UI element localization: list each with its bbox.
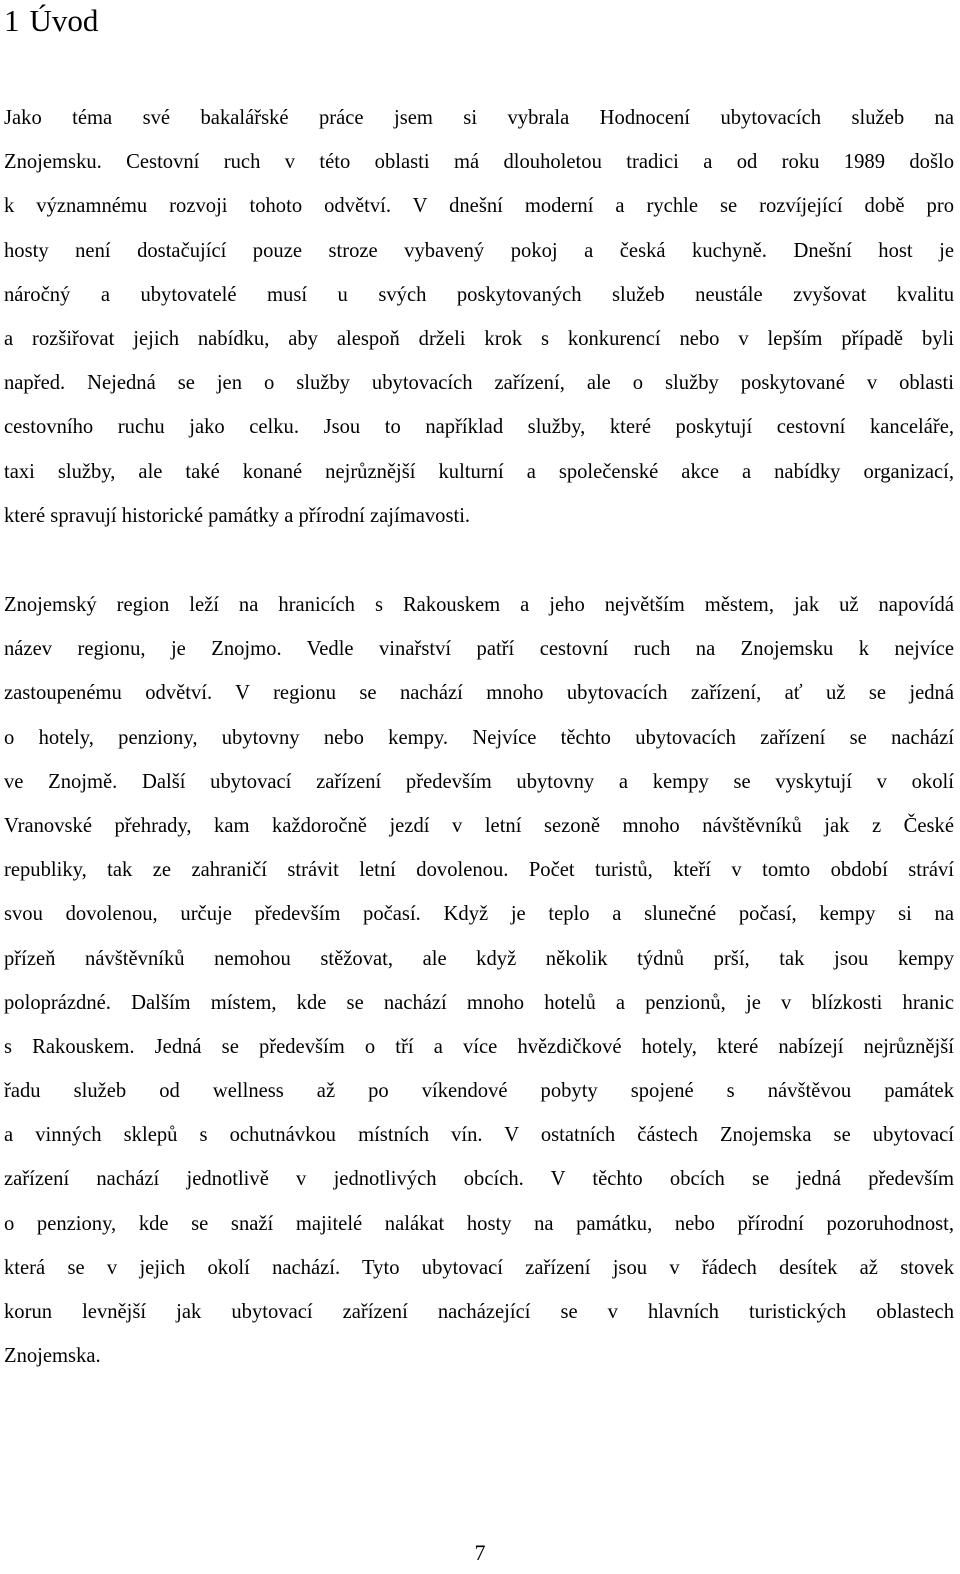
text-line: přízeň návštěvníků nemohou stěžovat, ale když několik týdnů prší, tak jsou kempy	[4, 947, 954, 970]
paragraph-region	[4, 583, 954, 1378]
text-line: zařízení nachází jednotlivě v jednotlivých obcích. V těchto obcích se jedná především	[4, 1168, 954, 1191]
text-line: a rozšiřovat jejich nabídku, aby alespoň drželi krok s konkurencí nebo v lepším případě byli	[4, 327, 954, 350]
text-line: korun levnější jak ubytovací zařízení nacházející se v hlavních turistických oblastech	[4, 1301, 954, 1323]
text-line: taxi služby, ale také konané nejrůznější kulturní a společenské akce a nabídky organizací,	[4, 460, 954, 483]
text-line: cestovního ruchu jako celku. Jsou to například služby, které poskytují cestovní kanceláře,	[4, 416, 954, 439]
text-line: Znojemsku. Cestovní ruch v této oblasti má dlouholetou tradici a od roku 1989 došlo	[4, 151, 954, 174]
text-line: název regionu, je Znojmo. Vedle vinařství patří cestovní ruch na Znojemsku k nejvíce	[4, 638, 954, 661]
text-line: Znojemský region leží na hranicích s Rakouskem a jeho největším městem, jak už napovídá	[4, 594, 954, 616]
text-line: která se v jejich okolí nachází. Tyto ubytovací zařízení jsou v řádech desítek až stovek	[4, 1256, 954, 1279]
section-title: Úvod	[29, 3, 99, 38]
text-line: o penziony, kde se snaží majitelé nalákat hosty na památku, nebo přírodní pozoruhodnost,	[4, 1212, 954, 1235]
text-line: k významnému rozvoji tohoto odvětví. V dnešní moderní a rychle se rozvíjející době pro	[4, 195, 954, 218]
section-number: 1	[4, 3, 20, 38]
text-line: napřed. Nejedná se jen o služby ubytovacích zařízení, ale o služby poskytované v oblasti	[4, 372, 954, 395]
text-line: s Rakouskem. Jedná se především o tří a více hvězdičkové hotely, které nabízejí nejrůznější	[4, 1035, 954, 1058]
text-line: řadu služeb od wellness až po víkendové pobyty spojené s návštěvou památek	[4, 1080, 954, 1103]
text-line: poloprázdné. Dalším místem, kde se nachází mnoho hotelů a penzionů, je v blízkosti hranic	[4, 991, 954, 1014]
text-line: Vranovské přehrady, kam každoročně jezdí v letní sezoně mnoho návštěvníků jak z České	[4, 814, 954, 837]
text-line: a vinných sklepů s ochutnávkou místních vín. V ostatních částech Znojemska se ubytovací	[4, 1124, 954, 1147]
text-line: Znojemska.	[4, 1345, 101, 1368]
text-line: svou dovolenou, určuje především počasí. Když je teplo a slunečné počasí, kempy si na	[4, 903, 954, 926]
paragraph-introduction	[4, 96, 954, 538]
page-number: 7	[474, 1540, 486, 1565]
text-line: republiky, tak ze zahraničí strávit letní dovolenou. Počet turistů, kteří v tomto období stráví	[4, 859, 954, 882]
text-line: Jako téma své bakalářské práce jsem si vybrala Hodnocení ubytovacích služeb na	[4, 107, 954, 129]
section-heading	[4, 0, 98, 42]
text-line: zastoupenému odvětví. V regionu se nachází mnoho ubytovacích zařízení, ať už se jedná	[4, 682, 954, 705]
text-line: o hotely, penziony, ubytovny nebo kempy. Nejvíce těchto ubytovacích zařízení se nachází	[4, 726, 954, 749]
text-line: které spravují historické památky a přírodní zajímavosti.	[4, 504, 471, 527]
text-line: náročný a ubytovatelé musí u svých poskytovaných služeb neustále zvyšovat kvalitu	[4, 283, 954, 306]
text-line: ve Znojmě. Další ubytovací zařízení především ubytovny a kempy se vyskytují v okolí	[4, 770, 954, 793]
text-line: hosty není dostačující pouze stroze vybavený pokoj a česká kuchyně. Dnešní host je	[4, 239, 954, 262]
